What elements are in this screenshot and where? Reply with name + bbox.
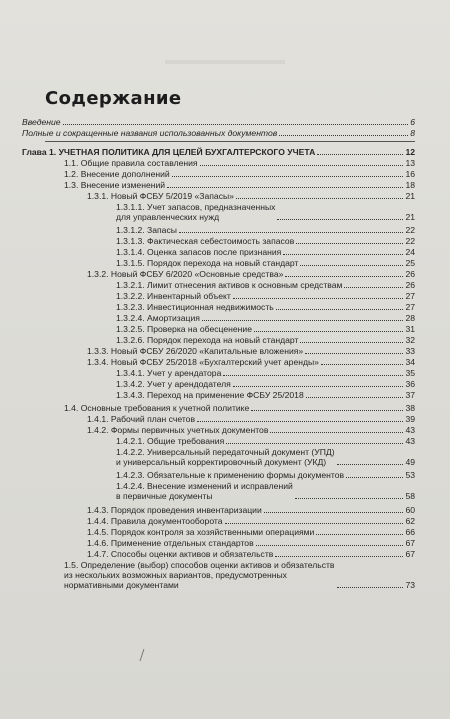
dot-leader (296, 243, 403, 244)
toc-entry-page: 21 (405, 191, 415, 201)
toc-entry (116, 291, 415, 301)
toc-entry-page: 18 (405, 180, 415, 190)
toc-entry-title: 1.4.2.1. Общие требования (116, 436, 225, 446)
dot-leader (275, 556, 403, 557)
toc-entry (116, 225, 415, 235)
dot-leader (197, 421, 403, 422)
toc-entry-title: 1.4.3. Порядок проведения инвентаризации (87, 505, 262, 515)
toc-entry (116, 258, 415, 268)
toc-entry (116, 481, 415, 501)
dot-leader (285, 276, 403, 277)
toc-entry (116, 302, 415, 312)
toc-entry-page: 32 (405, 335, 415, 345)
toc-entry-page: 37 (405, 390, 415, 400)
toc-entry (87, 357, 415, 367)
toc-entry (116, 379, 415, 389)
dot-leader (167, 187, 403, 188)
dot-leader (270, 432, 403, 433)
toc-entry-title: Введение (22, 117, 61, 127)
toc-entry (64, 158, 415, 168)
dot-leader (317, 154, 403, 155)
dot-leader (200, 165, 404, 166)
toc-entry-title: 1.3.2.4. Амортизация (116, 313, 200, 323)
toc-entry-title: 1.4.2.3. Обязательные к применению формы документов (116, 470, 345, 480)
dot-leader (346, 477, 403, 478)
toc-entry (116, 247, 415, 257)
dot-leader (233, 386, 404, 387)
toc-entry (116, 236, 415, 246)
toc-entry-title: Глава 1. УЧЕТНАЯ ПОЛИТИКА ДЛЯ ЦЕЛЕЙ БУХГАЛТЕРСКОГО УЧЕТА (22, 147, 316, 157)
toc-entry (87, 538, 415, 548)
toc-entry-title: 1.3.4.2. Учет у арендодателя (116, 379, 231, 389)
dot-leader (306, 397, 404, 398)
toc-entry-page: 24 (405, 247, 415, 257)
pen-mark (138, 648, 146, 662)
dot-leader (316, 534, 403, 535)
toc-entry-page: 49 (405, 457, 415, 467)
dot-leader (337, 587, 404, 588)
toc-entry-page: 13 (405, 158, 415, 168)
toc-entry-title: 1.3.1.4. Оценка запасов после признания (116, 247, 282, 257)
toc-entry (87, 191, 415, 201)
toc-entry-title: 1.4.6. Применение отдельных стандартов (87, 538, 254, 548)
toc-entry-page: 21 (405, 212, 415, 222)
toc-entry-page: 58 (405, 491, 415, 501)
toc-entry-page: 26 (405, 269, 415, 279)
toc-entry-title: 1.1. Общие правила составления (64, 158, 198, 168)
toc-entry-title: 1.4.5. Порядок контроля за хозяйственными операциями (87, 527, 315, 537)
toc-entry-title: 1.3.4.1. Учет у арендатора (116, 368, 222, 378)
dot-leader (300, 265, 403, 266)
toc-entry-page: 22 (405, 236, 415, 246)
toc-entry-title: 1.4.2. Формы первичных учетных документов (87, 425, 269, 435)
toc-entry-title: 1.3.2.5. Проверка на обесценение (116, 324, 252, 334)
toc-entry-title: 1.3.1.3. Фактическая себестоимость запасов (116, 236, 295, 246)
dot-leader (283, 254, 403, 255)
toc-entry (116, 324, 415, 334)
dot-leader (63, 124, 409, 125)
dot-leader (251, 410, 403, 411)
toc-entry-page: 12 (405, 147, 415, 157)
toc-entry-title: 1.3.1. Новый ФСБУ 5/2019 «Запасы» (87, 191, 234, 201)
toc-entry-title: 1.4.4. Правила документооборота (87, 516, 223, 526)
toc-entry (87, 549, 415, 559)
toc-entry-page: 28 (405, 313, 415, 323)
toc-entry-title: 1.2. Внесение дополнений (64, 169, 170, 179)
dot-leader (256, 545, 404, 546)
dot-leader (321, 364, 403, 365)
toc-entry-title: 1.4. Основные требования к учетной политике (64, 403, 250, 413)
dot-leader (179, 232, 404, 233)
toc-entry-title: 1.4.2.4. Внесение изменений и исправлений в первичные документы (116, 481, 293, 501)
dot-leader (254, 331, 403, 332)
toc-entry-title: 1.3.2.1. Лимит отнесения активов к основным средствам (116, 280, 343, 290)
toc-entry-page: 38 (405, 403, 415, 413)
toc-entry (22, 128, 415, 138)
toc-entry-page: 8 (410, 128, 415, 138)
toc-entry (64, 403, 415, 413)
toc-entry (22, 117, 415, 127)
toc-entry-title: 1.3.1.1. Учет запасов, предназначенных для управленческих нужд (116, 202, 276, 222)
toc-entry (87, 346, 415, 356)
toc-entry-title: 1.5. Определение (выбор) способов оценки активов и обязательств из нескольких возможных вариантов, предусмотренных нормативными документами (64, 560, 335, 590)
dot-leader (223, 375, 403, 376)
toc-entry-page: 22 (405, 225, 415, 235)
dot-leader (202, 320, 404, 321)
toc-entry (64, 169, 415, 179)
toc-entry (116, 202, 415, 222)
toc-entry-page: 26 (405, 280, 415, 290)
toc-entry-page: 27 (405, 291, 415, 301)
toc-entry-page: 35 (405, 368, 415, 378)
toc-entry-title: 1.3. Внесение изменений (64, 180, 166, 190)
toc-entry (87, 516, 415, 526)
toc-entry-page: 67 (405, 549, 415, 559)
toc-entry-page: 27 (405, 302, 415, 312)
toc-entry-title: 1.3.1.2. Запасы (116, 225, 177, 235)
dot-leader (264, 512, 404, 513)
toc-entry (22, 147, 415, 157)
toc-entry-title: 1.3.1.5. Порядок перехода на новый стандарт (116, 258, 299, 268)
dot-leader (233, 298, 404, 299)
toc-entry-title: 1.4.7. Способы оценки активов и обязательств (87, 549, 274, 559)
dot-leader (300, 342, 403, 343)
toc-entry-title: 1.4.1. Рабочий план счетов (87, 414, 196, 424)
toc-entry (87, 527, 415, 537)
dot-leader (279, 135, 408, 136)
toc-entry-title: 1.3.3. Новый ФСБУ 26/2020 «Капитальные вложения» (87, 346, 304, 356)
toc-entry (116, 470, 415, 480)
toc-entry (116, 313, 415, 323)
toc-entry (87, 414, 415, 424)
toc-entry-page: 39 (405, 414, 415, 424)
toc-entry-page: 73 (405, 580, 415, 590)
toc-entry (116, 335, 415, 345)
toc-entry (87, 425, 415, 435)
toc-entry-title: 1.3.2.3. Инвестиционная недвижимость (116, 302, 274, 312)
toc-entry-page: 36 (405, 379, 415, 389)
toc-entry-title: 1.3.2.6. Порядок перехода на новый стандарт (116, 335, 299, 345)
toc-entry-page: 43 (405, 425, 415, 435)
toc-entry (116, 436, 415, 446)
toc-entry-title: 1.3.2. Новый ФСБУ 6/2020 «Основные средства» (87, 269, 284, 279)
dot-leader (337, 464, 404, 465)
dot-leader (225, 523, 404, 524)
toc-entry-page: 43 (405, 436, 415, 446)
toc-entry (87, 269, 415, 279)
toc-entry-page: 67 (405, 538, 415, 548)
toc-entry (116, 390, 415, 400)
toc-entry (116, 368, 415, 378)
toc-entry (64, 560, 415, 590)
toc-entry-page: 6 (410, 117, 415, 127)
toc-entry-page: 25 (405, 258, 415, 268)
dot-leader (236, 198, 403, 199)
dot-leader (344, 287, 403, 288)
toc-entry (64, 180, 415, 190)
dot-leader (277, 219, 403, 220)
toc-entry-page: 66 (405, 527, 415, 537)
toc-entry-title: 1.3.4. Новый ФСБУ 25/2018 «Бухгалтерский учет аренды» (87, 357, 319, 367)
dot-leader (226, 443, 403, 444)
toc-entry-page: 33 (405, 346, 415, 356)
toc-entry-page: 31 (405, 324, 415, 334)
page-title: Содержание (45, 88, 182, 109)
toc-entry-title: 1.3.2.2. Инвентарный объект (116, 291, 231, 301)
toc-entry (116, 447, 415, 467)
toc-entry (116, 280, 415, 290)
toc-entry-page: 53 (405, 470, 415, 480)
toc-entry (87, 505, 415, 515)
toc-entry-title: Полные и сокращенные названия использованных документов (22, 128, 278, 138)
dot-leader (305, 353, 403, 354)
toc-entry-page: 16 (405, 169, 415, 179)
toc-entry-title: 1.4.2.2. Универсальный передаточный документ (УПД) и универсальный корректировочный документ (УКД) (116, 447, 335, 467)
toc-entry-page: 60 (405, 505, 415, 515)
toc-entry-title: 1.3.4.3. Переход на применение ФСБУ 25/2018 (116, 390, 304, 400)
toc-entry-page: 62 (405, 516, 415, 526)
toc-entry-page: 34 (405, 357, 415, 367)
dot-leader (172, 176, 404, 177)
dot-leader (295, 498, 404, 499)
dot-leader (276, 309, 404, 310)
